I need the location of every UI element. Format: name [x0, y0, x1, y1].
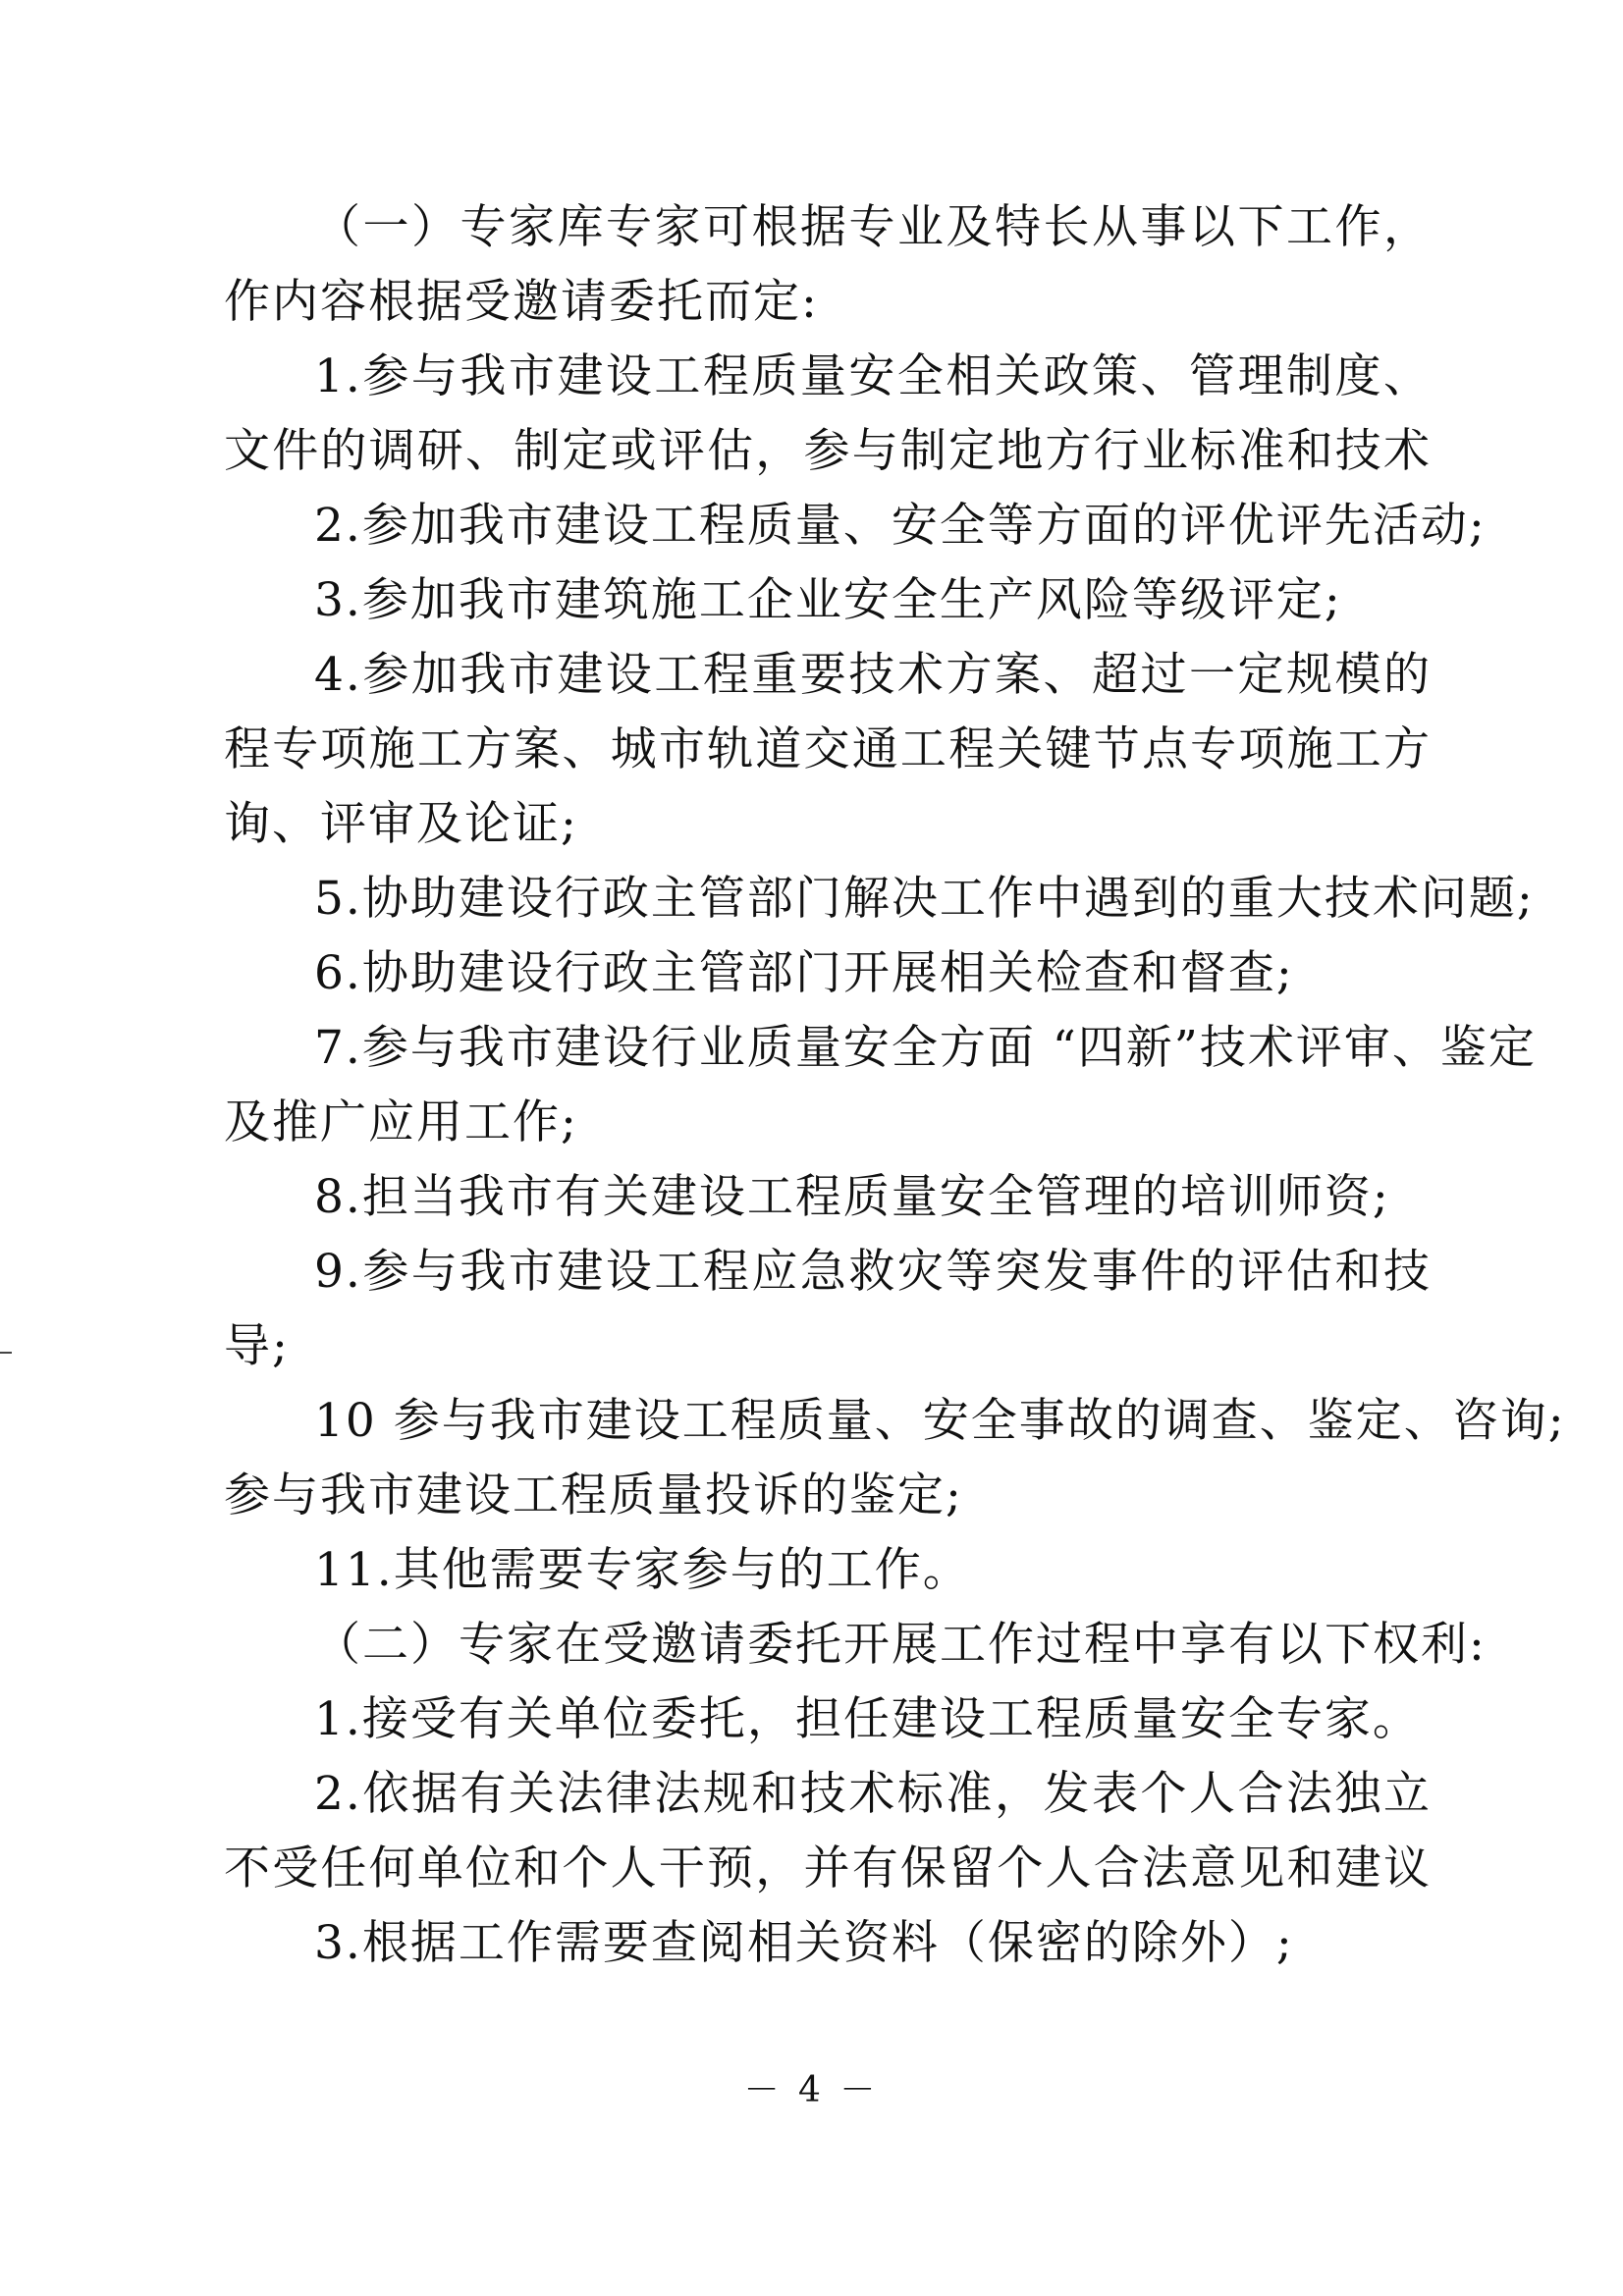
paragraph-line: 导;: [224, 1319, 290, 1373]
paragraph-line: 11.其他需要专家参与的工作。: [314, 1543, 971, 1597]
paragraph-line: 程专项施工方案、城市轨道交通工程关键节点专项施工方: [224, 722, 1432, 776]
paragraph-line: 10 参与我市建设工程质量、安全事故的调查、鉴定、咨询;: [314, 1394, 1566, 1448]
paragraph-line: 2.参加我市建设工程质量、安全等方面的评优评先活动;: [314, 499, 1487, 553]
paragraph-line: 3.参加我市建筑施工企业安全生产风险等级评定;: [314, 573, 1342, 627]
paragraph-line: 及推广应用工作;: [224, 1095, 578, 1149]
paragraph-line: 作内容根据受邀请委托而定:: [224, 275, 819, 329]
paragraph-line: 5.协助建设行政主管部门解决工作中遇到的重大技术问题;: [314, 872, 1535, 926]
paragraph-line: 询、评审及论证;: [224, 797, 578, 851]
paragraph-line: 2.依据有关法律法规和技术标准，发表个人合法独立: [314, 1767, 1432, 1821]
paragraph-line: 8.担当我市有关建设工程质量安全管理的培训师资;: [314, 1170, 1390, 1224]
paragraph-line: 文件的调研、制定或评估，参与制定地方行业标准和技术: [224, 424, 1432, 478]
paragraph-line: 1.参与我市建设工程质量安全相关政策、管理制度、: [314, 349, 1432, 403]
paragraph-line: 1.接受有关单位委托，担任建设工程质量安全专家。: [314, 1692, 1421, 1746]
paragraph-line: 6.协助建设行政主管部门开展相关检查和督查;: [314, 946, 1294, 1000]
margin-mark: [0, 1352, 12, 1354]
paragraph-line: 参与我市建设工程质量投诉的鉴定;: [224, 1468, 963, 1522]
paragraph-line: （一）专家库专家可根据专业及特长从事以下工作，: [314, 200, 1432, 254]
paragraph-line: 不受任何单位和个人干预，并有保留个人合法意见和建议: [224, 1842, 1432, 1896]
paragraph-line: 9.参与我市建设工程应急救灾等突发事件的评估和技: [314, 1245, 1432, 1299]
paragraph-line: 3.根据工作需要查阅相关资料（保密的除外）;: [314, 1916, 1294, 1970]
paragraph-line: 7.参与我市建设行业质量安全方面 “四新”技术评审、鉴定: [314, 1021, 1537, 1075]
page-number: － 4 －: [743, 2070, 880, 2110]
paragraph-line: 4.参加我市建设工程重要技术方案、超过一定规模的: [314, 648, 1432, 702]
paragraph-line: （二）专家在受邀请委托开展工作过程中享有以下权利:: [314, 1618, 1487, 1672]
